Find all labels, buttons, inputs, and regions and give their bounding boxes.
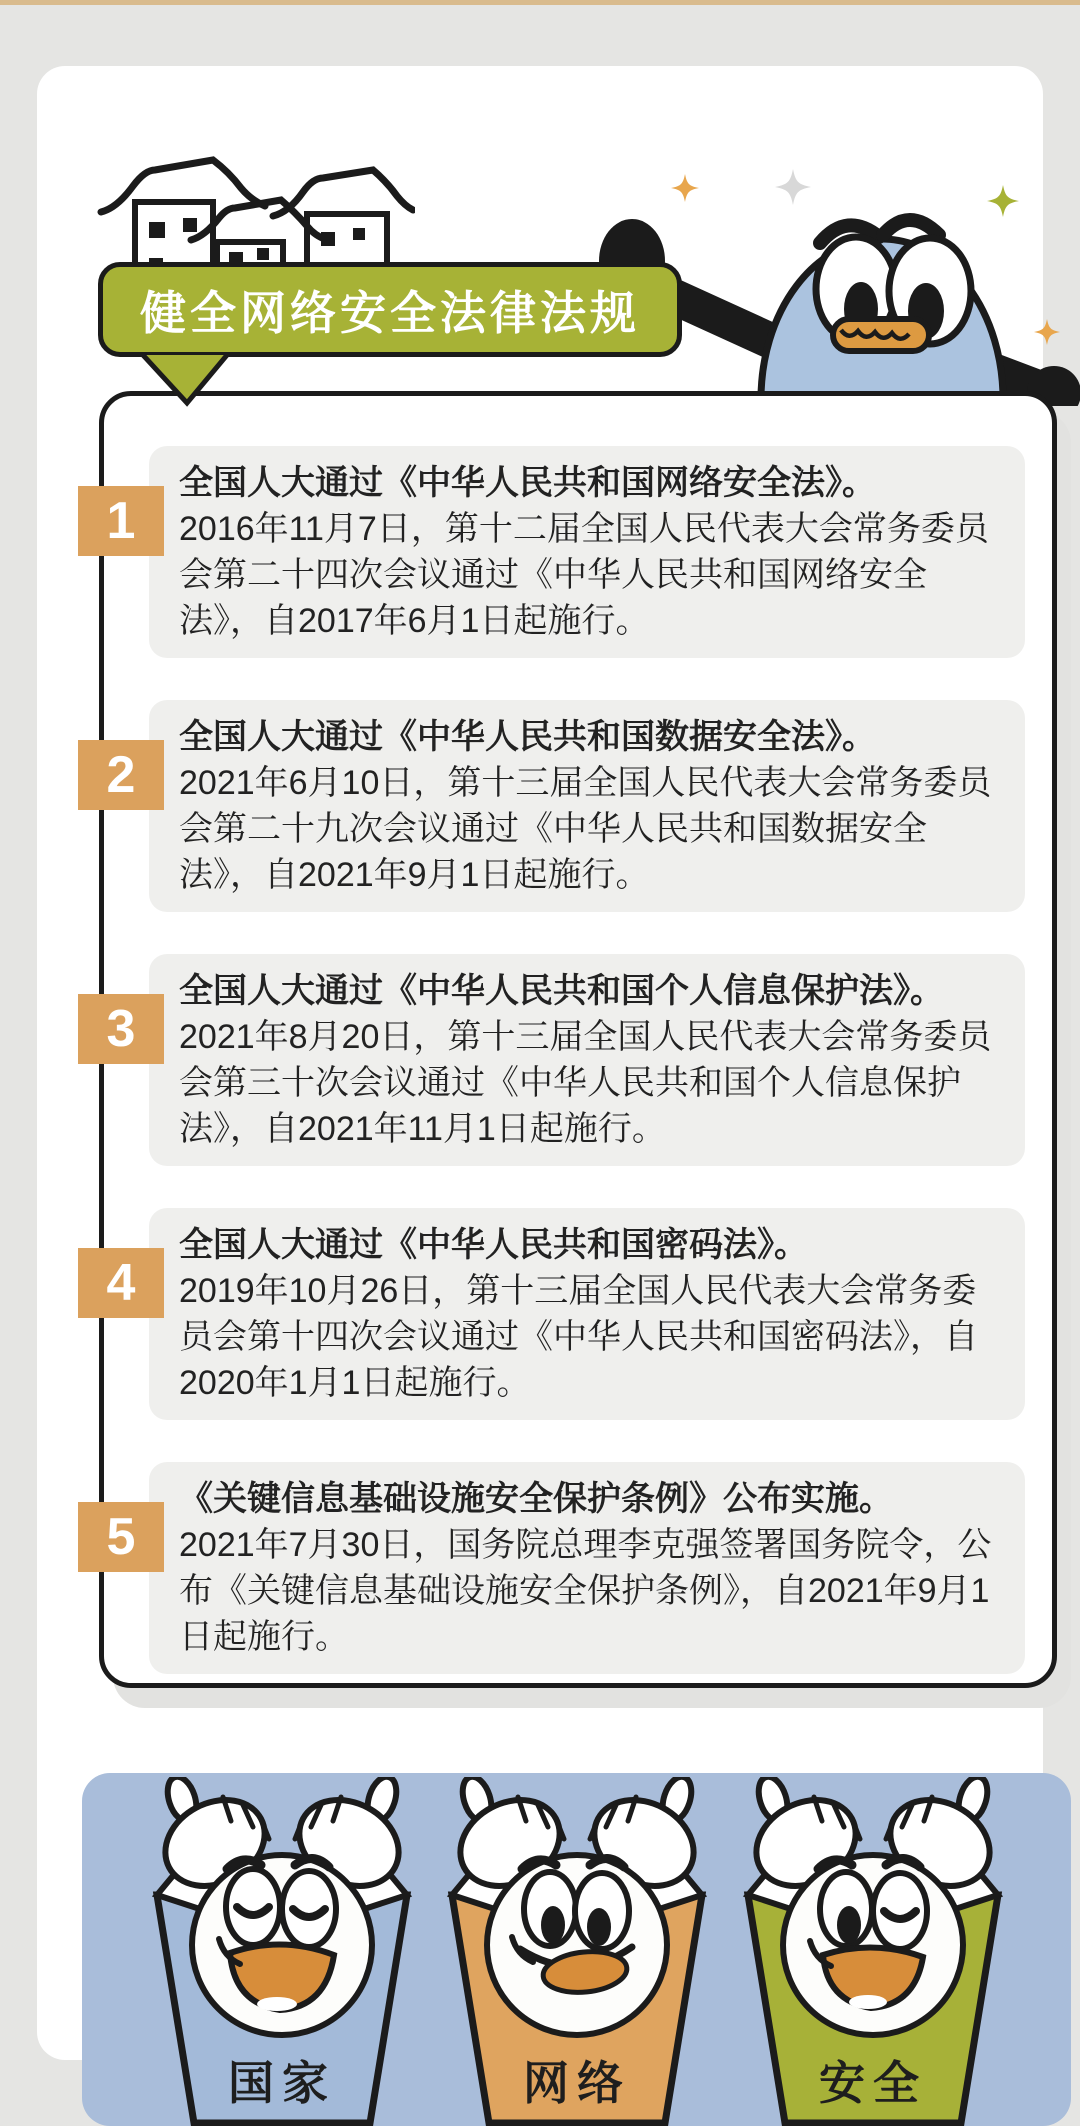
- top-accent-strip: [0, 0, 1080, 5]
- content-card: [37, 66, 1043, 2109]
- banner-pointer-icon: [137, 354, 233, 408]
- law-list: [106, 446, 1025, 1674]
- mascot-security-icon: [718, 1777, 1028, 2126]
- mascots-panel: [82, 1773, 1071, 2126]
- sparkle-icon: [671, 174, 699, 202]
- law-item-4: [106, 1208, 1025, 1420]
- law-item-description: 2019年10月26日，第十三届全国人民代表大会常务委员会第十四次会议通过《中华人民共和国密码法》，自2020年1月1日起施行。: [179, 1272, 978, 1402]
- item-number-badge: 2: [78, 740, 164, 810]
- sparkle-icon: [1034, 319, 1060, 345]
- law-item-title: 全国人大通过《中华人民共和国密码法》。: [179, 1226, 808, 1264]
- law-item-title: 全国人大通过《中华人民共和国数据安全法》。: [179, 718, 876, 756]
- mascot-label: 安全: [819, 2057, 927, 2109]
- law-item-3: [106, 954, 1025, 1166]
- item-number-badge: 1: [78, 486, 164, 556]
- law-item-title: 全国人大通过《中华人民共和国个人信息保护法》。: [179, 972, 944, 1010]
- banner-title: 健全网络安全法律法规: [140, 286, 640, 339]
- law-item-title: 《关键信息基础设施安全保护条例》公布实施。: [179, 1480, 893, 1518]
- sparkle-icon: [987, 185, 1019, 217]
- item-number-badge: 5: [78, 1502, 164, 1572]
- law-item-5: [106, 1462, 1025, 1674]
- title-banner: [98, 262, 682, 357]
- law-item-2: [106, 700, 1025, 912]
- law-list-card: [99, 391, 1057, 1688]
- item-number-badge: 3: [78, 994, 164, 1064]
- law-item-description: 2016年11月7日，第十二届全国人民代表大会常务委员会第二十四次会议通过《中华人民共和国网络安全法》，自2017年6月1日起施行。: [179, 510, 989, 640]
- law-item-description: 2021年7月30日，国务院总理李克强签署国务院令，公布《关键信息基础设施安全保护条例》，自2021年9月1日起施行。: [179, 1526, 992, 1656]
- law-item-1: [106, 446, 1025, 658]
- sparkle-icon: [775, 169, 811, 205]
- law-item-description: 2021年8月20日，第十三届全国人民代表大会常务委员会第三十次会议通过《中华人民共和国个人信息保护法》，自2021年11月1日起施行。: [179, 1018, 992, 1148]
- mascot-network-icon: [422, 1777, 732, 2126]
- mascot-nation-icon: [127, 1777, 437, 2126]
- law-item-description: 2021年6月10日，第十三届全国人民代表大会常务委员会第二十九次会议通过《中华人民共和国数据安全法》，自2021年9月1日起施行。: [179, 764, 992, 894]
- mascot-label: 国家: [228, 2057, 336, 2109]
- law-item-title: 全国人大通过《中华人民共和国网络安全法》。: [179, 464, 876, 502]
- mascot-label: 网络: [523, 2057, 631, 2109]
- item-number-badge: 4: [78, 1248, 164, 1318]
